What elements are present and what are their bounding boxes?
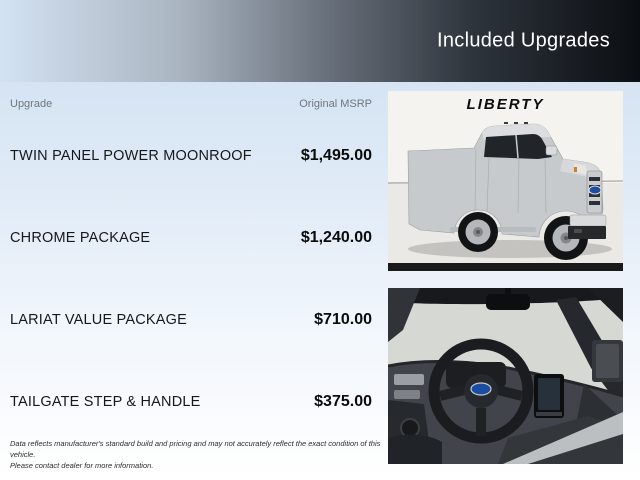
ford-oval-badge-exterior — [589, 186, 601, 194]
disclaimer-text — [10, 438, 390, 471]
table-row — [10, 144, 372, 168]
header-banner — [0, 0, 640, 82]
dealer-logo-liberty: LIBERTY — [466, 96, 545, 113]
upgrade-name: TWIN PANEL POWER MOONROOF — [10, 148, 252, 164]
vehicle-exterior-photo — [388, 91, 623, 271]
table-row — [10, 390, 372, 414]
upgrade-price: $1,240.00 — [300, 229, 372, 246]
table-row — [10, 226, 372, 250]
content-area — [0, 82, 640, 480]
truck-exterior-illustration — [388, 91, 623, 271]
disclaimer-line1: Data reflects manufacturer's standard build and pricing and may not accurately reflect the exact condition of this vehicle. — [10, 439, 381, 459]
upgrade-price: $1,495.00 — [300, 147, 372, 164]
truck-interior-illustration — [388, 288, 623, 464]
upgrade-name: CHROME PACKAGE — [10, 230, 151, 246]
upgrade-name: TAILGATE STEP & HANDLE — [10, 394, 201, 410]
page-title: Included Upgrades — [437, 29, 610, 52]
column-header-upgrade: Upgrade — [10, 98, 53, 110]
column-header-msrp: Original MSRP — [299, 98, 372, 110]
upgrade-price: $710.00 — [314, 311, 372, 328]
vehicle-interior-photo — [388, 288, 623, 464]
upgrade-price: $375.00 — [314, 393, 372, 410]
disclaimer-line2: Please contact dealer for more information. — [10, 461, 154, 470]
table-column-headers — [10, 98, 372, 110]
table-row — [10, 308, 372, 332]
upgrade-name: LARIAT VALUE PACKAGE — [10, 312, 187, 328]
ford-oval-badge-interior — [471, 383, 491, 395]
